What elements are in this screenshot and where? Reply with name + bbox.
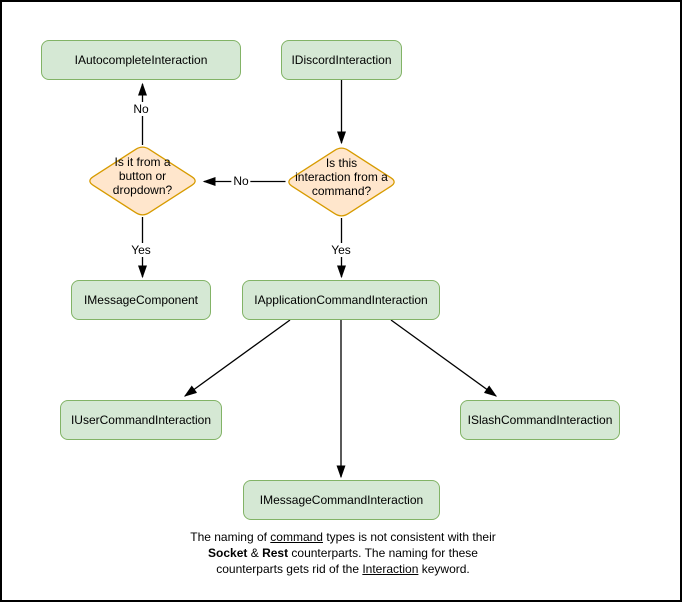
node-message-component xyxy=(71,280,211,320)
edge-label-yes-message-component: Yes xyxy=(131,243,151,257)
node-message-command-interaction-label: IMessageCommandInteraction xyxy=(259,493,424,507)
command-decision-label: Is this interaction from a command? xyxy=(295,156,388,198)
node-application-command-interaction-label: IApplicationCommandInteraction xyxy=(254,293,428,307)
edge-application-to-user-command xyxy=(185,320,290,396)
edge-label-no-autocomplete: No xyxy=(133,102,149,116)
node-message-command-interaction xyxy=(243,480,440,520)
edge-application-to-slash-command xyxy=(391,320,496,396)
node-user-command-interaction xyxy=(60,400,222,440)
button-dropdown-decision-label: Is it from a button or dropdown? xyxy=(112,155,173,197)
node-discord-interaction-label: IDiscordInteraction xyxy=(291,53,392,67)
node-application-command-interaction xyxy=(242,280,440,320)
naming-note-line-2: Socket & Rest counterparts. The naming for these xyxy=(208,546,478,560)
node-user-command-interaction-label: IUserCommandInteraction xyxy=(70,413,212,427)
node-message-component-label: IMessageComponent xyxy=(83,293,199,307)
node-discord-interaction xyxy=(281,40,402,80)
naming-note xyxy=(159,529,527,577)
node-autocomplete-interaction-label: IAutocompleteInteraction xyxy=(74,53,208,67)
naming-note-line-1: The naming of command types is not consistent with their xyxy=(190,530,496,544)
naming-note-line-3: counterparts gets rid of the Interaction keyword. xyxy=(216,562,470,576)
edge-label-no-button-decision: No xyxy=(233,174,249,188)
node-slash-command-interaction-label: ISlashCommandInteraction xyxy=(467,413,613,427)
edge-label-yes-application-command: Yes xyxy=(331,243,351,257)
node-autocomplete-interaction xyxy=(41,40,241,80)
node-slash-command-interaction xyxy=(460,400,620,440)
